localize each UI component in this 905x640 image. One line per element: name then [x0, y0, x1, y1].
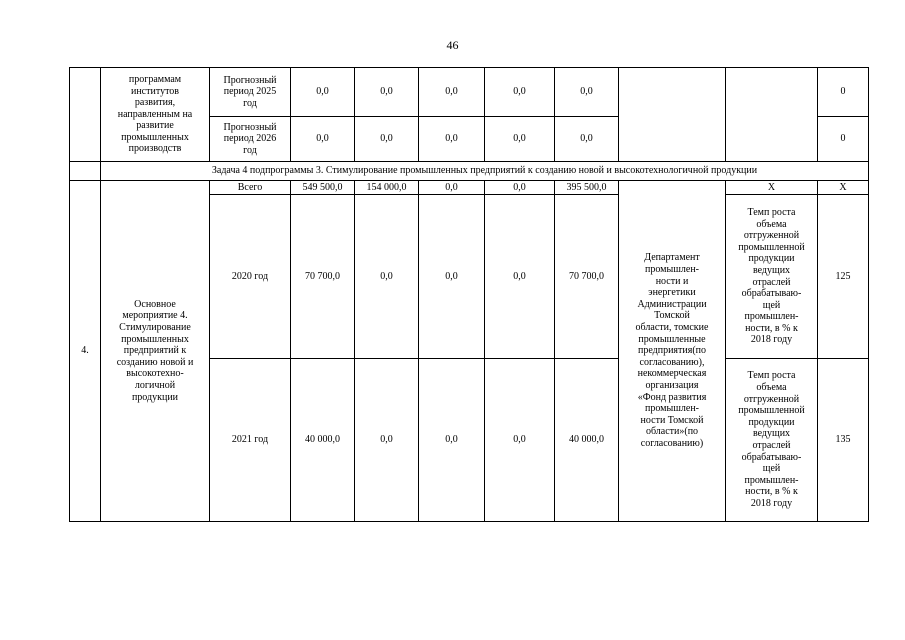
period-cell: 2021 год — [210, 359, 291, 522]
value-cell: 0,0 — [485, 117, 555, 162]
number-cell — [70, 68, 101, 162]
value-cell: 0,0 — [419, 359, 485, 522]
program-table — [69, 67, 869, 522]
value-cell: 0,0 — [485, 359, 555, 522]
target-cell: 135 — [818, 359, 869, 522]
indicator-cell — [726, 68, 818, 162]
value-cell: 0,0 — [419, 181, 485, 195]
number-cell — [70, 162, 101, 181]
value-cell: 395 500,0 — [555, 181, 619, 195]
period-cell: Всего — [210, 181, 291, 195]
value-cell: 0,0 — [419, 117, 485, 162]
period-cell: Прогнозный период 2026 год — [210, 117, 291, 162]
target-cell: Х — [818, 181, 869, 195]
value-cell: 0,0 — [485, 68, 555, 117]
value-cell: 0,0 — [419, 195, 485, 359]
table-row — [70, 68, 869, 117]
table-row — [70, 181, 869, 195]
value-cell: 0,0 — [291, 68, 355, 117]
value-cell: 0,0 — [419, 68, 485, 117]
value-cell: 40 000,0 — [291, 359, 355, 522]
value-cell: 0,0 — [291, 117, 355, 162]
value-cell: 70 700,0 — [291, 195, 355, 359]
value-cell: 154 000,0 — [355, 181, 419, 195]
target-cell: 0 — [818, 68, 869, 117]
indicator-cell: Темп роста объема отгруженной промышленной продукции ведущих отраслей обрабатываю- щей промышлен- ности, в % к 2018 году — [726, 195, 818, 359]
executor-cell: Департамент промышлен- ности и энергетики Администрации Томской области, томские промышленные предприятия(по согласованию), некоммерческая организация «Фонд развития промышлен- ности Томской области»(по согласованию) — [619, 181, 726, 522]
period-cell: 2020 год — [210, 195, 291, 359]
value-cell: 0,0 — [355, 359, 419, 522]
value-cell: 0,0 — [555, 117, 619, 162]
value-cell: 0,0 — [355, 195, 419, 359]
indicator-cell: Темп роста объема отгруженной промышленной продукции ведущих отраслей обрабатываю- щей промышлен- ности, в % к 2018 году — [726, 359, 818, 522]
value-cell: 0,0 — [355, 68, 419, 117]
value-cell: 549 500,0 — [291, 181, 355, 195]
executor-cell — [619, 68, 726, 162]
activity-description-cell: Основное мероприятие 4. Стимулирование промышленных предприятий к созданию новой и высокотехно- логичной продукции — [101, 181, 210, 522]
value-cell: 0,0 — [555, 68, 619, 117]
page-number: 46 — [446, 38, 459, 52]
indicator-cell: Х — [726, 181, 818, 195]
number-cell: 4. — [70, 181, 101, 522]
target-cell: 125 — [818, 195, 869, 359]
activity-description-cell: программам институтов развития, направленным на развитие промышленных производств — [101, 68, 210, 162]
value-cell: 0,0 — [485, 195, 555, 359]
period-cell: Прогнозный период 2025 год — [210, 68, 291, 117]
value-cell: 40 000,0 — [555, 359, 619, 522]
value-cell: 0,0 — [485, 181, 555, 195]
target-cell: 0 — [818, 117, 869, 162]
value-cell: 70 700,0 — [555, 195, 619, 359]
task-heading-row — [70, 162, 869, 181]
task-heading: Задача 4 подпрограммы 3. Стимулирование промышленных предприятий к созданию новой и высокотехнологичной продукции — [101, 162, 869, 181]
value-cell: 0,0 — [355, 117, 419, 162]
